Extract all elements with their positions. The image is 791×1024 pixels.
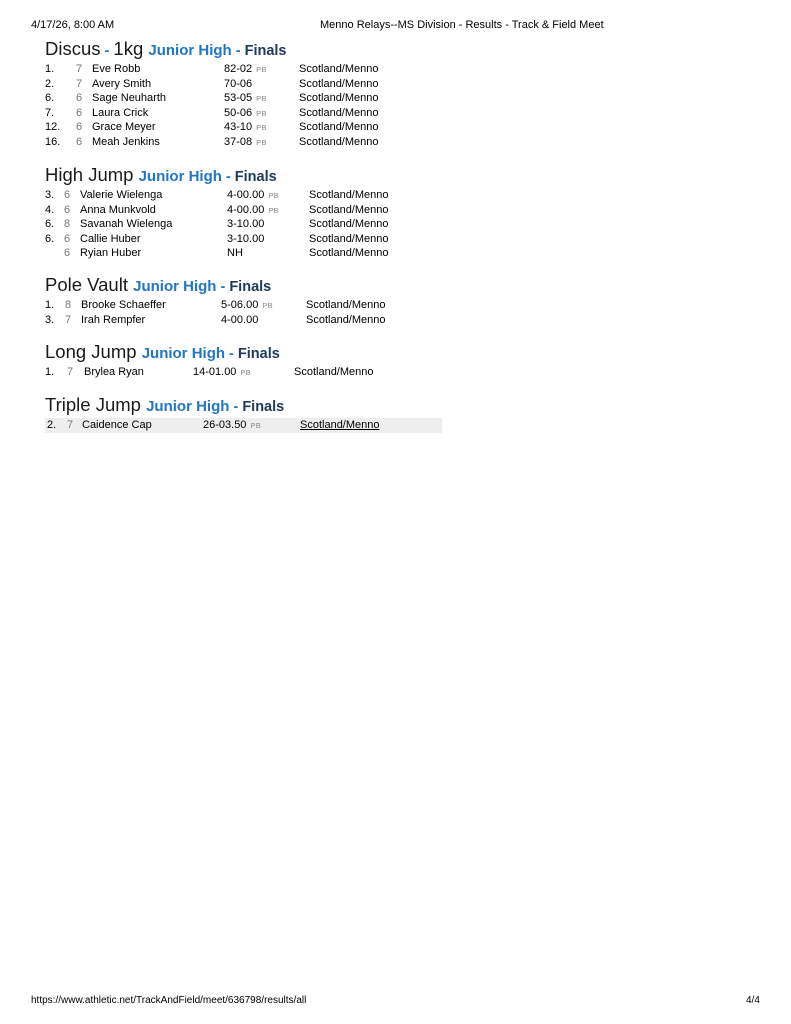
page-number: 4/4 bbox=[746, 995, 760, 1006]
team[interactable]: Scotland/Menno bbox=[294, 366, 374, 378]
mark: 50-06 PB bbox=[224, 106, 267, 119]
result-row bbox=[45, 313, 445, 328]
mark: 37-08 PB bbox=[224, 135, 267, 148]
event-division[interactable]: Junior High bbox=[133, 278, 217, 295]
pb-badge: PB bbox=[256, 94, 267, 104]
pb-badge: PB bbox=[262, 301, 273, 310]
team[interactable]: Scotland/Menno bbox=[300, 419, 380, 431]
event-division[interactable]: Junior High bbox=[148, 42, 232, 59]
athlete-name[interactable]: Laura Crick bbox=[92, 106, 149, 119]
mark: 14-01.00 PB bbox=[193, 366, 252, 378]
team[interactable]: Scotland/Menno bbox=[309, 218, 389, 231]
event-name: Discus bbox=[45, 38, 101, 59]
place: 6. bbox=[45, 92, 55, 105]
pb-badge: PB bbox=[268, 205, 279, 215]
event-triple-jump bbox=[45, 394, 445, 433]
team[interactable]: Scotland/Menno bbox=[299, 92, 379, 105]
grade: 7 bbox=[65, 313, 72, 326]
result-row bbox=[45, 365, 445, 380]
event-name: Triple Jump bbox=[45, 394, 141, 415]
place: 12. bbox=[45, 121, 61, 134]
athlete-name[interactable]: Brooke Schaeffer bbox=[81, 299, 166, 311]
grade: 6 bbox=[64, 203, 71, 216]
pb-badge: PB bbox=[250, 421, 262, 430]
athlete-name[interactable]: Grace Meyer bbox=[92, 121, 156, 134]
grade: 6 bbox=[64, 189, 71, 201]
event-long-jump bbox=[45, 341, 445, 380]
result-row bbox=[45, 188, 445, 203]
print-url: https://www.athletic.net/TrackAndField/meet/636798/results/all bbox=[31, 995, 307, 1006]
title-dash: - bbox=[216, 279, 230, 295]
grade: 6 bbox=[76, 92, 83, 105]
mark: 5-06.00 PB bbox=[221, 299, 273, 311]
pb-badge: PB bbox=[256, 65, 267, 74]
place: 2. bbox=[45, 77, 55, 90]
grade: 6 bbox=[76, 106, 83, 119]
athlete-name[interactable]: Savanah Wielenga bbox=[80, 218, 173, 231]
athlete-name[interactable]: Brylea Ryan bbox=[84, 366, 144, 378]
event-discus bbox=[45, 38, 445, 150]
team[interactable]: Scotland/Menno bbox=[299, 121, 379, 134]
mark: 3-10.00 bbox=[227, 232, 265, 245]
athlete-name[interactable]: Callie Huber bbox=[80, 232, 141, 245]
athlete-name[interactable]: Eve Robb bbox=[92, 63, 141, 75]
grade: 7 bbox=[67, 419, 74, 431]
mark: 3-10.00 bbox=[227, 218, 265, 231]
place: 7. bbox=[45, 106, 55, 119]
event-title bbox=[45, 394, 445, 418]
team[interactable]: Scotland/Menno bbox=[306, 313, 386, 326]
event-round[interactable]: Finals bbox=[234, 169, 277, 185]
event-title bbox=[45, 341, 445, 365]
results-list bbox=[45, 62, 445, 150]
results-list bbox=[45, 418, 445, 433]
pb-badge: PB bbox=[256, 123, 267, 133]
place: 1. bbox=[45, 63, 55, 75]
result-row bbox=[45, 91, 445, 106]
grade: 6 bbox=[76, 121, 83, 134]
result-row bbox=[45, 217, 445, 232]
print-datetime: 4/17/26, 8:00 AM bbox=[31, 19, 115, 31]
result-row bbox=[45, 203, 445, 218]
athlete-name[interactable]: Meah Jenkins bbox=[92, 135, 160, 148]
grade: 7 bbox=[76, 77, 83, 90]
team[interactable]: Scotland/Menno bbox=[299, 77, 379, 90]
team[interactable]: Scotland/Menno bbox=[299, 135, 379, 148]
pb-badge: PB bbox=[268, 191, 279, 200]
athlete-name[interactable]: Caidence Cap bbox=[82, 419, 152, 431]
place: 3. bbox=[45, 313, 55, 326]
place: 3. bbox=[45, 189, 55, 201]
print-page-title: Menno Relays--MS Division - Results - Track & Field Meet bbox=[320, 19, 604, 31]
event-round[interactable]: Finals bbox=[229, 279, 272, 295]
event-round[interactable]: Finals bbox=[237, 346, 280, 362]
event-round[interactable]: Finals bbox=[244, 43, 287, 59]
title-dash: - bbox=[231, 43, 245, 59]
mark: NH bbox=[227, 247, 243, 260]
title-dash: - bbox=[221, 169, 235, 185]
place: 16. bbox=[45, 135, 61, 148]
grade: 8 bbox=[64, 218, 71, 231]
mark: 4-00.00 bbox=[221, 313, 259, 326]
event-division[interactable]: Junior High bbox=[141, 345, 226, 362]
athlete-name[interactable]: Sage Neuharth bbox=[92, 92, 166, 105]
event-name: High Jump bbox=[45, 164, 134, 185]
event-division[interactable]: Junior High bbox=[138, 168, 222, 185]
grade: 8 bbox=[65, 299, 72, 311]
place: 1. bbox=[45, 366, 55, 378]
athlete-name[interactable]: Irah Rempfer bbox=[81, 313, 146, 326]
event-spec: 1kg bbox=[113, 38, 144, 59]
grade: 6 bbox=[64, 232, 71, 245]
results-list bbox=[45, 188, 445, 261]
grade: 7 bbox=[76, 63, 83, 75]
result-row bbox=[45, 135, 445, 150]
place: 6. bbox=[45, 218, 55, 231]
result-row-highlighted bbox=[45, 418, 442, 433]
event-division[interactable]: Junior High bbox=[146, 398, 230, 415]
grade: 6 bbox=[76, 135, 83, 148]
place: 6. bbox=[45, 232, 55, 245]
team[interactable]: Scotland/Menno bbox=[299, 63, 379, 75]
result-row bbox=[45, 120, 445, 135]
team[interactable]: Scotland/Menno bbox=[309, 203, 389, 216]
title-dash: - bbox=[225, 346, 238, 362]
athlete-name[interactable]: Anna Munkvold bbox=[80, 203, 156, 216]
result-row bbox=[45, 62, 445, 77]
event-name: Long Jump bbox=[45, 341, 137, 362]
pb-badge: PB bbox=[256, 137, 267, 147]
team[interactable]: Scotland/Menno bbox=[309, 247, 389, 260]
event-high-jump bbox=[45, 164, 445, 261]
event-round[interactable]: Finals bbox=[242, 399, 285, 415]
title-dash: - bbox=[100, 43, 114, 59]
result-row bbox=[45, 106, 445, 121]
results-list bbox=[45, 365, 445, 380]
event-title bbox=[45, 164, 445, 188]
result-row bbox=[45, 77, 445, 92]
place: 2. bbox=[47, 419, 57, 431]
event-name: Pole Vault bbox=[45, 274, 128, 295]
result-row bbox=[45, 232, 445, 247]
grade: 6 bbox=[64, 247, 71, 260]
event-title bbox=[45, 38, 445, 62]
athlete-name[interactable]: Ryian Huber bbox=[80, 247, 142, 260]
mark: 4-00.00 PB bbox=[227, 203, 279, 216]
mark: 53-05 PB bbox=[224, 92, 267, 105]
team[interactable]: Scotland/Menno bbox=[309, 232, 389, 245]
team[interactable]: Scotland/Menno bbox=[309, 189, 389, 201]
grade: 7 bbox=[67, 366, 74, 378]
place: 1. bbox=[45, 299, 55, 311]
result-row bbox=[45, 298, 445, 313]
pb-badge: PB bbox=[256, 108, 267, 118]
result-row bbox=[45, 246, 445, 261]
results-list bbox=[45, 298, 445, 327]
athlete-name[interactable]: Valerie Wielenga bbox=[80, 189, 163, 201]
place: 4. bbox=[45, 203, 55, 216]
event-pole-vault bbox=[45, 274, 445, 327]
team[interactable]: Scotland/Menno bbox=[306, 299, 386, 311]
title-dash: - bbox=[229, 399, 243, 415]
mark: 82-02 PB bbox=[224, 63, 267, 75]
pb-badge: PB bbox=[240, 368, 252, 377]
athlete-name[interactable]: Avery Smith bbox=[92, 77, 152, 90]
event-title bbox=[45, 274, 445, 298]
team[interactable]: Scotland/Menno bbox=[299, 106, 379, 119]
mark: 26-03.50 PB bbox=[203, 419, 262, 431]
mark: 70-06 bbox=[224, 77, 253, 90]
mark: 43-10 PB bbox=[224, 121, 267, 134]
mark: 4-00.00 PB bbox=[227, 189, 279, 201]
